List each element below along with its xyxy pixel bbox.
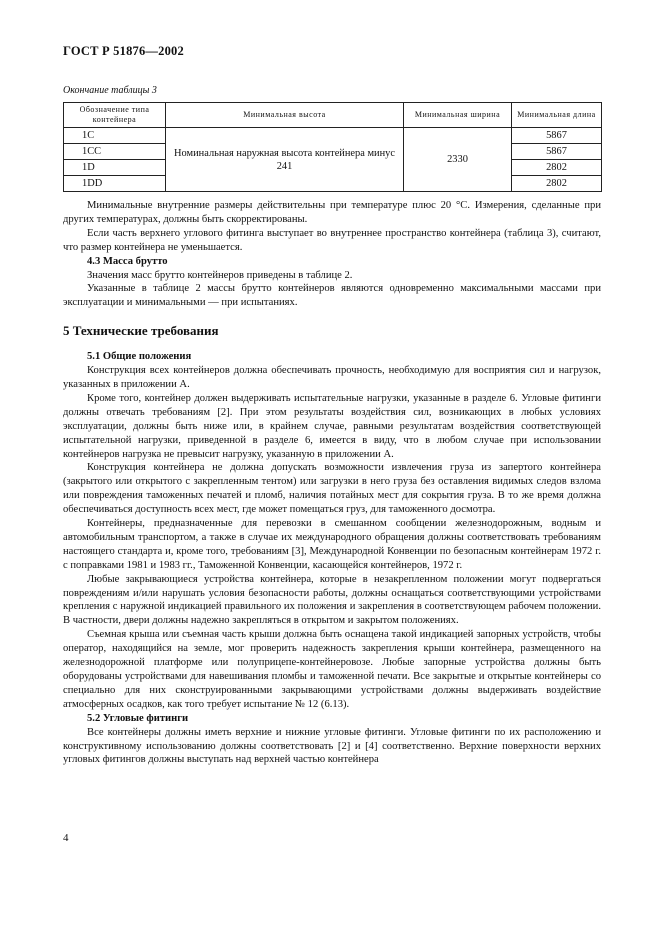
cell-type: 1CC	[64, 144, 166, 160]
paragraph: Значения масс брутто контейнеров приведены в таблице 2.	[87, 269, 353, 281]
subsection-heading-4-3: 4.3 Масса брутто	[87, 255, 168, 267]
col-header-height: Минимальная высота	[166, 103, 404, 128]
cell-length: 2802	[512, 176, 602, 192]
paragraph: Минимальные внутренние размеры действительны при температуре плюс 20 °С. Измерения, сделанные при других температурах, должны быть скорректированы.	[63, 200, 601, 225]
document-page	[63, 44, 601, 767]
page-number: 4	[63, 832, 69, 844]
document-header: ГОСТ Р 51876—2002	[63, 44, 184, 58]
paragraph: Все контейнеры должны иметь верхние и нижние угловые фитинги. Угловые фитинги по их расположению и конструктивному использованию должны соответствовать [2] и [4] соответственно. Верхние поверхности верхних угловых фитингов должны выступать над верхней частью контейнера	[63, 726, 601, 766]
cell-type: 1DD	[64, 176, 166, 192]
paragraph: Если часть верхнего углового фитинга выступает во внутреннее пространство контейнера (таблица 3), считают, что размер контейнера не уменьшается.	[63, 227, 601, 253]
subsection-heading-5-2: 5.2 Угловые фитинги	[87, 712, 189, 724]
cell-height-note: Номинальная наружная высота контейнера минус 241	[166, 128, 404, 192]
cell-length: 5867	[512, 144, 602, 160]
table-row	[64, 128, 602, 144]
section-title-5: 5 Технические требования	[63, 323, 219, 339]
table-header-row	[64, 103, 602, 128]
subsection-heading-5-1: 5.1 Общие положения	[87, 351, 192, 363]
cell-length: 5867	[512, 128, 602, 144]
col-header-length: Минимальная длина	[512, 103, 602, 128]
col-header-width: Минимальная ширина	[404, 103, 512, 128]
paragraph: Конструкция контейнера не должна допускать возможности извлечения груза из запертого контейнера (закрытого или открытого с закрепленным тентом) или загрузки в него груза без оставления видимых следов взлома или повреждения таможенных печатей и пломб, наличия потайных мест для сокрытия груза. В то же время должна обеспечиваться доступность всех мест, где может помещаться груз, для таможенного досмотра.	[63, 462, 601, 516]
cell-type: 1D	[64, 160, 166, 176]
cell-type: 1C	[64, 128, 166, 144]
dimensions-table	[63, 102, 602, 192]
paragraph: Съемная крыша или съемная часть крыши должна быть оснащена такой индикацией запорных устройств, чтобы оператор, находящийся на земле, мог проверить надежность закрепления крыши контейнера, размещенного на железнодорожной платформе или полуприцепе-контейнеровозе. Любые запорные устройства должны быть оборудованы устройствами для навешивания пломбы и таможенной печати. Все закрытые и открытые контейнеры со специально для них сконструированными закрывающими устройствами должны выдерживать воздействие атмосферных осадков, как того требует испытание № 12 (6.13).	[63, 629, 601, 710]
paragraph: Контейнеры, предназначенные для перевозки в смешанном сообщении железнодорожным, водным и автомобильным транспортом, а также в случае их международного обращения должны соответствовать требованиям настоящего стандарта и, кроме того, требованиям [3], Международной Конвенции по безопасным контейнерам 1972 г. с поправками 1981 и 1983 гг., Таможенной Конвенции, касающейся контейнеров, 1972 г.	[63, 518, 601, 571]
paragraph: Любые закрывающиеся устройства контейнера, которые в незакрепленном положении могут подвергаться повреждениям и/или нарушать условия безопасности работы, должны оснащаться соответствующими устройствами крепления с наружной индикацией правильного их положения и закрепления в соответствующем рабочем положении. В частности, двери должны надежно закрепляться в открытом и закрытом положениях.	[63, 573, 601, 627]
paragraph: Кроме того, контейнер должен выдерживать испытательные нагрузки, указанные в разделе 6. Угловые фитинги должны отвечать требованиям [2]. При этом результаты воздействия сил, возникающих в любых условиях эксплуатации, должны быть ниже или, в крайнем случае, равными результатам воздействия соответствующей испытательной нагрузки, приведенной в разделе 6, имеется в виду, что в любом случае при использовании контейнеров нагрузка не превысит нагрузку, указанную в приложении А.	[63, 392, 601, 460]
body-text	[63, 199, 601, 767]
paragraph: Конструкция всех контейнеров должна обеспечивать прочность, необходимую для восприятия сил и нагрузок, указанных в приложении А.	[63, 365, 601, 390]
paragraph: Указанные в таблице 2 массы брутто контейнеров являются одновременно максимальными массами при эксплуатации и минимальными — при испытаниях.	[63, 283, 601, 309]
col-header-type: Обозначение типа контейнера	[64, 103, 166, 128]
table-caption: Окончание таблицы 3	[63, 85, 157, 96]
cell-width: 2330	[404, 128, 512, 192]
cell-length: 2802	[512, 160, 602, 176]
